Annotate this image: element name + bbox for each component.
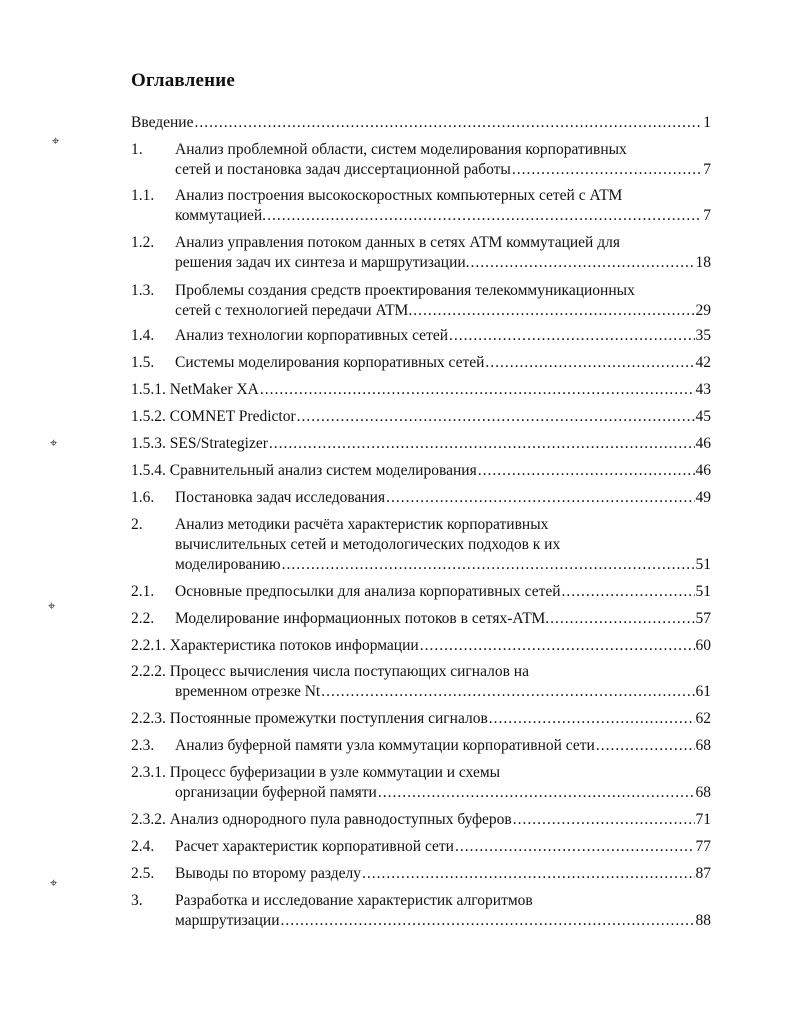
toc-entry bbox=[131, 609, 711, 629]
toc-entry bbox=[131, 233, 711, 273]
toc-entry-title: Моделирование информационных потоков в сетях-АТМ. bbox=[175, 610, 550, 627]
toc-entry bbox=[131, 353, 711, 373]
dot-leader bbox=[267, 206, 702, 226]
toc-entry-title: коммутацией. bbox=[175, 207, 267, 224]
toc-entry bbox=[131, 488, 711, 508]
toc-page-number: 51 bbox=[695, 556, 711, 573]
toc-page-number: 46 bbox=[695, 435, 711, 452]
toc-entry-number: 2.1. bbox=[131, 583, 155, 600]
dot-leader bbox=[297, 407, 695, 427]
dot-leader bbox=[596, 736, 695, 756]
toc-entry-title: COMNET Predictor bbox=[169, 408, 296, 425]
toc-page-number: 29 bbox=[695, 302, 711, 319]
dot-leader bbox=[513, 810, 695, 830]
toc-entry bbox=[131, 434, 711, 454]
dot-leader bbox=[269, 434, 695, 454]
toc-page-number: 71 bbox=[695, 811, 711, 828]
toc-entry-title: Расчет характеристик корпоративной сети bbox=[175, 838, 454, 855]
toc-entry bbox=[131, 515, 711, 575]
toc-entry bbox=[131, 582, 711, 602]
dot-leader bbox=[562, 582, 695, 602]
dot-leader bbox=[478, 461, 695, 481]
toc-entry bbox=[131, 407, 711, 427]
toc-entry-title-line: Анализ управления потоком данных в сетях АТМ коммутацией для bbox=[175, 234, 620, 251]
margin-mark: ⌖ bbox=[52, 133, 60, 148]
toc-entry-title-line: Анализ проблемной области, систем моделирования корпоративных bbox=[175, 141, 627, 158]
toc-page-number: 77 bbox=[695, 838, 711, 855]
toc-entry-number: 2.5. bbox=[131, 865, 155, 882]
toc-entry-number: 2.3.1. bbox=[131, 764, 166, 781]
toc-entry-title: Анализ технологии корпоративных сетей bbox=[175, 327, 449, 344]
dot-leader bbox=[321, 682, 694, 702]
dot-leader bbox=[378, 783, 695, 803]
toc-entry-number: 1.4. bbox=[131, 327, 155, 344]
toc-entry-number: 1.5.4. bbox=[131, 462, 166, 479]
toc-page-number: 46 bbox=[695, 462, 711, 479]
toc-entry-title: Сравнительный анализ систем моделирования bbox=[169, 462, 477, 479]
margin-mark: ⌖ bbox=[50, 435, 58, 450]
toc-entry bbox=[131, 891, 711, 931]
toc-page-number: 57 bbox=[695, 610, 711, 627]
toc-entry-title-line: Процесс вычисления числа поступающих сигналов на bbox=[169, 663, 529, 680]
toc-entry-title: Введение bbox=[131, 114, 194, 131]
toc-page-number: 60 bbox=[695, 637, 711, 654]
toc-entry-number: 3. bbox=[131, 892, 143, 909]
toc-entry bbox=[131, 461, 711, 481]
toc-entry bbox=[131, 140, 711, 180]
toc-entry-title: моделированию bbox=[175, 556, 281, 573]
toc-entry bbox=[131, 281, 711, 321]
toc-entry bbox=[131, 763, 711, 803]
toc-page-number: 51 bbox=[695, 583, 711, 600]
dot-leader bbox=[550, 609, 694, 629]
toc-entry-title: маршрутизации bbox=[175, 912, 280, 929]
margin-mark: ⌖ bbox=[50, 875, 58, 890]
toc-entry-number: 2.2.1. bbox=[131, 637, 166, 654]
dot-leader bbox=[194, 113, 702, 133]
toc-page-number: 62 bbox=[695, 710, 711, 727]
toc-entry bbox=[131, 709, 711, 729]
toc-entry-title: Системы моделирования корпоративных сетей bbox=[175, 354, 485, 371]
toc-entry-title: решения задач их синтеза и маршрутизации. bbox=[175, 254, 470, 271]
toc-page-number: 43 bbox=[695, 381, 711, 398]
toc-entry-title: Постановка задач исследования bbox=[175, 489, 386, 506]
toc-entry-number: 2.2. bbox=[131, 610, 155, 627]
toc-entry-title-line: Анализ построения высокоскоростных компьютерных сетей с АТМ bbox=[175, 187, 623, 204]
toc-entry-number: 1.5. bbox=[131, 354, 155, 371]
toc-page-number: 49 bbox=[695, 489, 711, 506]
toc-page-number: 61 bbox=[695, 683, 711, 700]
toc-entry-title-line: Процесс буферизации в узле коммутации и схемы bbox=[169, 764, 501, 781]
toc-entry bbox=[131, 837, 711, 857]
dot-leader bbox=[413, 301, 694, 321]
toc-page-number: 68 bbox=[695, 737, 711, 754]
dot-leader bbox=[489, 709, 695, 729]
toc-entry bbox=[131, 636, 711, 656]
toc-entry-title: Постоянные промежутки поступления сигналов bbox=[169, 710, 488, 727]
toc-entry bbox=[131, 113, 711, 133]
toc-entry bbox=[131, 186, 711, 226]
dot-leader bbox=[281, 911, 695, 931]
toc-entry-number: 1. bbox=[131, 141, 143, 158]
toc-entry-number: 2.4. bbox=[131, 838, 155, 855]
toc-entry-title: организации буферной памяти bbox=[175, 784, 377, 801]
toc-entry-number: 1.2. bbox=[131, 234, 155, 251]
dot-leader bbox=[282, 555, 695, 575]
toc-entry-number: 1.3. bbox=[131, 282, 155, 299]
toc-entry bbox=[131, 326, 711, 346]
toc-entry-title: Основные предпосылки для анализа корпоративных сетей bbox=[175, 583, 561, 600]
toc-page-number: 68 bbox=[695, 784, 711, 801]
dot-leader bbox=[471, 253, 695, 273]
toc-page-number: 42 bbox=[695, 354, 711, 371]
dot-leader bbox=[485, 353, 694, 373]
toc-entry bbox=[131, 810, 711, 830]
toc-entry-number: 2.3. bbox=[131, 737, 155, 754]
dot-leader bbox=[449, 326, 694, 346]
toc-entry bbox=[131, 662, 711, 702]
toc-entry-title: Характеристика потоков информации bbox=[169, 637, 419, 654]
toc-entry-number: 2.3.2. bbox=[131, 811, 166, 828]
toc-entry-title: NetMaker XA bbox=[169, 381, 259, 398]
toc-entry-title-line: Разработка и исследование характеристик алгоритмов bbox=[175, 892, 533, 909]
toc-entry-title: Выводы по второму разделу bbox=[175, 865, 361, 882]
toc-entry-number: 1.6. bbox=[131, 489, 155, 506]
toc-entry bbox=[131, 736, 711, 756]
toc-entry-number: 2.2.3. bbox=[131, 710, 166, 727]
toc-entry-title-line: вычислительных сетей и методологических подходов к их bbox=[175, 536, 561, 553]
toc-page-number: 1 bbox=[703, 114, 711, 131]
toc-entry-title: Анализ однородного пула равнодоступных буферов bbox=[169, 811, 512, 828]
toc-page-number: 35 bbox=[695, 327, 711, 344]
toc-entry bbox=[131, 864, 711, 884]
toc-entry-title: сетей и постановка задач диссертационной работы bbox=[175, 161, 511, 178]
toc-page-number: 7 bbox=[703, 207, 711, 224]
toc-entry-title: Анализ буферной памяти узла коммутации корпоративной сети bbox=[175, 737, 595, 754]
page-title: Оглавление bbox=[131, 70, 236, 91]
toc-entry bbox=[131, 380, 711, 400]
dot-leader bbox=[362, 864, 695, 884]
toc-entry-title: временном отрезке Nt bbox=[175, 683, 321, 700]
toc-entry-number: 1.5.2. bbox=[131, 408, 166, 425]
margin-mark: ⌖ bbox=[48, 598, 56, 613]
toc-page-number: 45 bbox=[695, 408, 711, 425]
toc-entry-title: сетей с технологией передачи АТМ. bbox=[175, 302, 413, 319]
dot-leader bbox=[260, 380, 695, 400]
dot-leader bbox=[420, 636, 695, 656]
toc-entry-number: 1.5.3. bbox=[131, 435, 166, 452]
dot-leader bbox=[386, 488, 694, 508]
toc-entry-number: 2. bbox=[131, 516, 143, 533]
toc-entry-title: SES/Strategizer bbox=[169, 435, 268, 452]
toc-page-number: 18 bbox=[695, 254, 711, 271]
toc-entry-number: 2.2.2. bbox=[131, 663, 166, 680]
toc-entry-title-line: Анализ методики расчёта характеристик корпоративных bbox=[175, 516, 549, 533]
toc-page-number: 7 bbox=[703, 161, 711, 178]
dot-leader bbox=[512, 160, 702, 180]
toc-page-number: 88 bbox=[695, 912, 711, 929]
toc-entry-number: 1.1. bbox=[131, 187, 155, 204]
dot-leader bbox=[455, 837, 695, 857]
toc-entry-number: 1.5.1. bbox=[131, 381, 166, 398]
toc-entry-title-line: Проблемы создания средств проектирования телекоммуникационных bbox=[175, 282, 635, 299]
toc-page-number: 87 bbox=[695, 865, 711, 882]
